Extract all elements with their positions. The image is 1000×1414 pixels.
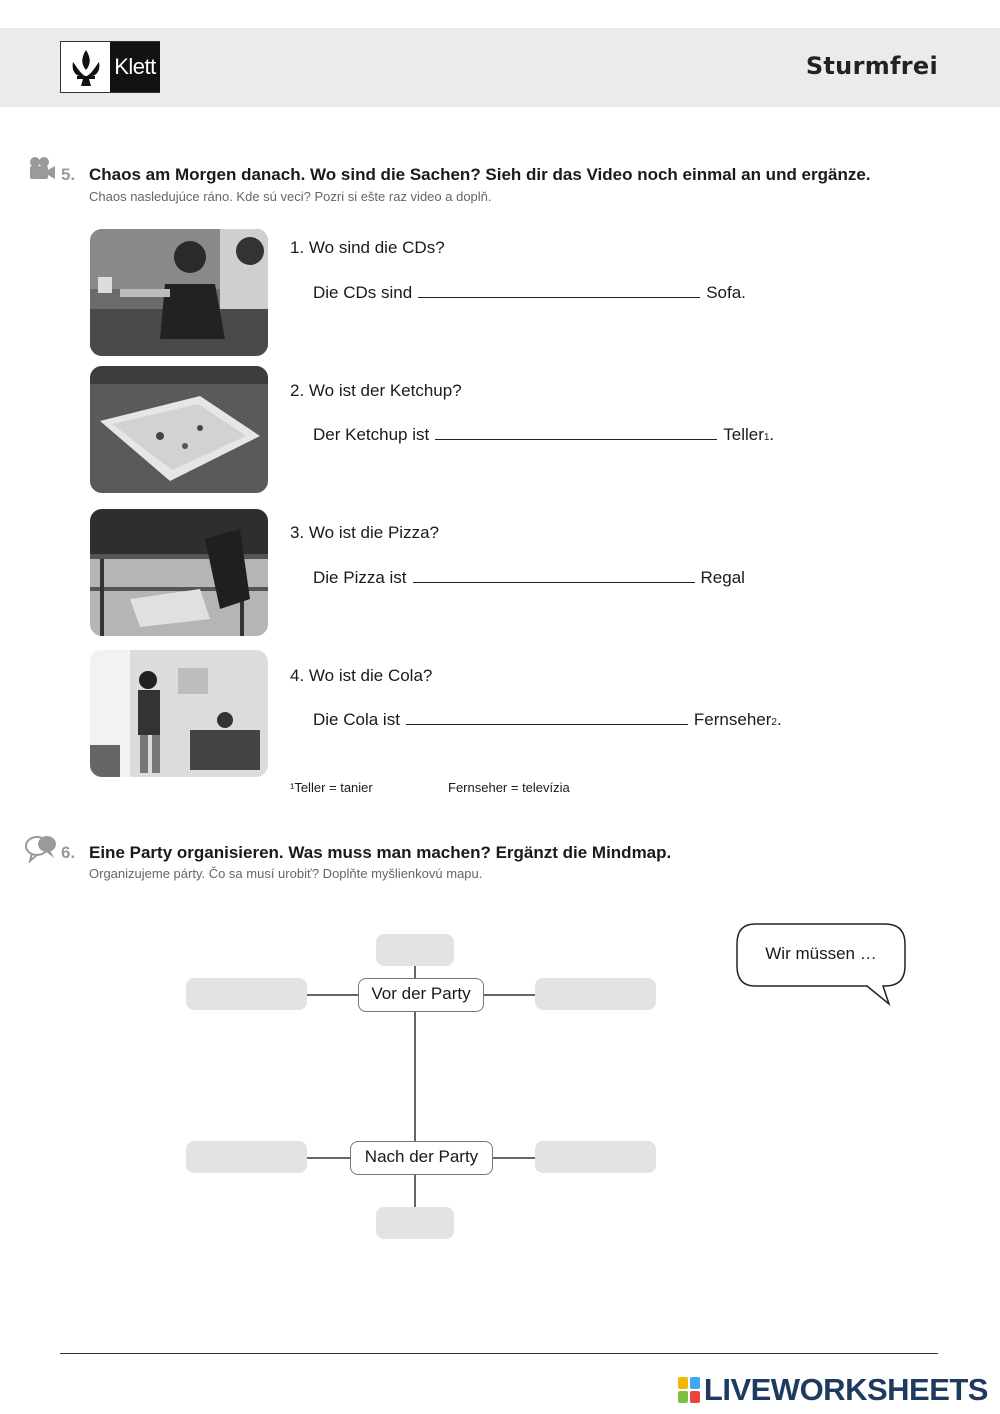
speech-bubble-text: Wir müssen … xyxy=(765,944,877,963)
question-1: 1. Wo sind die CDs? xyxy=(290,238,445,257)
liveworksheets-wordmark: LIVEWORKSHEETS xyxy=(703,1372,988,1407)
question-2: 2. Wo ist der Ketchup? xyxy=(290,381,462,400)
answer-4-prefix: Die Cola ist xyxy=(313,710,400,729)
footer-divider xyxy=(60,1353,938,1354)
mindmap-box-vor-right[interactable] xyxy=(535,978,656,1010)
footnote-marker-1: 1 xyxy=(763,432,770,443)
exercise-6-subtitle: Organizujeme párty. Čo sa musí urobiť? Doplňte myšlienkovú mapu. xyxy=(89,866,483,881)
answer-2-end: . xyxy=(769,425,775,444)
mindmap-box-vor-left[interactable] xyxy=(186,978,307,1010)
footnote-teller: ¹Teller = tanier xyxy=(290,780,373,795)
exercise-5-subtitle: Chaos nasledujúce ráno. Kde sú veci? Pozri si ešte raz video a doplň. xyxy=(89,189,492,204)
mindmap-box-nach-right[interactable] xyxy=(535,1141,656,1173)
exercise-6-number: 6. xyxy=(61,843,76,862)
answer-4-suffix: Fernseher xyxy=(693,710,772,729)
question-3: 3. Wo ist die Pizza? xyxy=(290,523,439,542)
exercise-6-title: Eine Party organisieren. Was muss man machen? Ergänzt die Mindmap. xyxy=(89,843,672,862)
answer-2-suffix: Teller xyxy=(723,425,764,444)
footnote-marker-2: 2 xyxy=(771,717,777,728)
liveworksheets-logo xyxy=(678,1372,988,1408)
answer-1-suffix: Sofa. xyxy=(706,283,746,302)
footnote-fernseher: Fernseher = televízia xyxy=(448,780,570,795)
exercise-5-number: 5. xyxy=(61,165,76,184)
mindmap-box-bottom[interactable] xyxy=(376,1207,454,1239)
question-4: 4. Wo ist die Cola? xyxy=(290,666,433,685)
klett-wordmark: Klett xyxy=(110,42,160,92)
answer-1-prefix: Die CDs sind xyxy=(313,283,413,302)
mindmap-box-top[interactable] xyxy=(376,934,454,966)
exercise-5-title: Chaos am Morgen danach. Wo sind die Sachen? Sieh dir das Video noch einmal an und ergänze. xyxy=(89,165,871,184)
answer-4-end: . xyxy=(776,710,782,729)
liveworksheets-badge-icon xyxy=(678,1377,700,1403)
answer-3-prefix: Die Pizza ist xyxy=(313,568,407,587)
answer-2-prefix: Der Ketchup ist xyxy=(313,425,430,444)
answer-3-suffix: Regal xyxy=(700,568,745,587)
speech-bubble-shape xyxy=(735,922,910,1008)
mindmap-center-nach-der-party: Nach der Party xyxy=(350,1141,493,1175)
mindmap-center-vor-der-party: Vor der Party xyxy=(358,978,484,1012)
book-title: Sturmfrei xyxy=(805,52,938,80)
mindmap-box-nach-left[interactable] xyxy=(186,1141,307,1173)
